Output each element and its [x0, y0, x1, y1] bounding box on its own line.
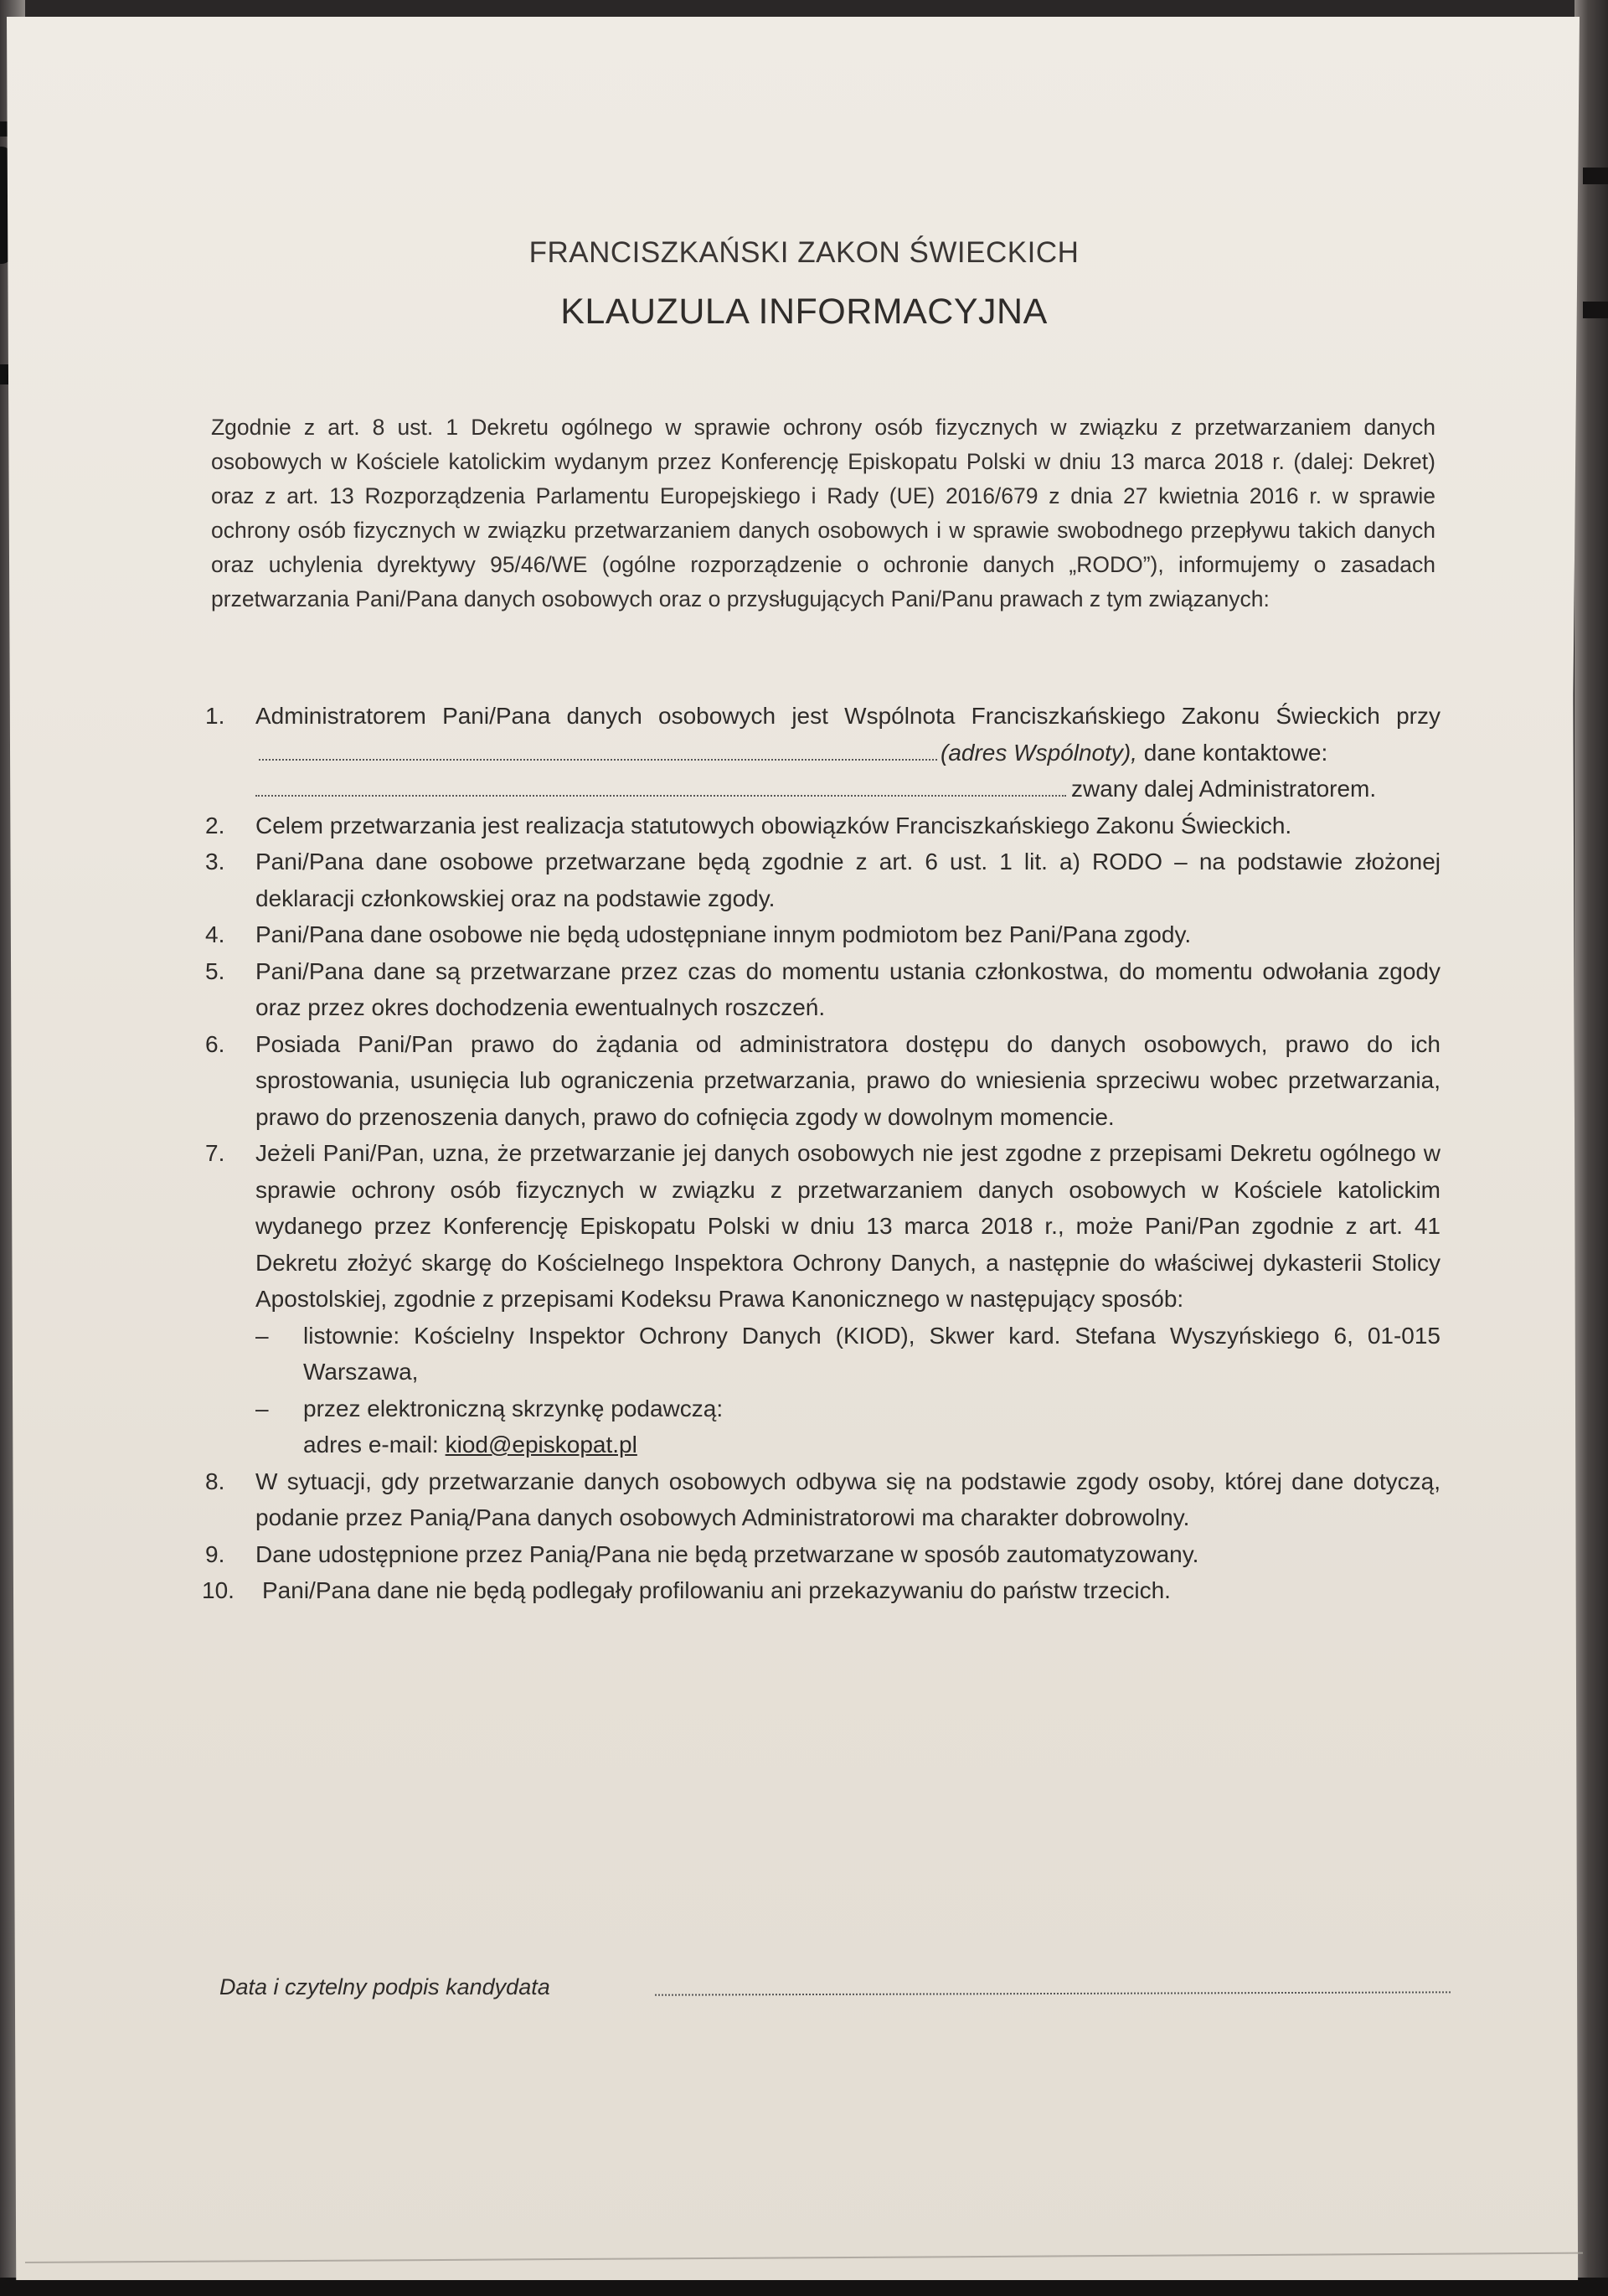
- photo-background-right: [1574, 0, 1608, 2296]
- item-number: 10.: [202, 1577, 234, 1603]
- item-number: 8.: [205, 1468, 225, 1494]
- complaint-method-electronic: [255, 1390, 1440, 1463]
- item-number: 9.: [205, 1540, 225, 1567]
- signature-section: [219, 1974, 1442, 2000]
- complaint-method-postal: [255, 1318, 1440, 1390]
- item-text: Jeżeli Pani/Pan, uzna, że przetwarzanie jej danych osobowych nie jest zgodne z przepisami Dekretu ogólnego w sprawie ochrony osób fizycznych w związku z przetwarzaniem danych osobowych w Kościele katolickim wydanego przez Konferencję Episkopatu Polski w dniu 13 marca 2018 r., może Pani/Pan zgodnie z art. 41 Dekretu złożyć skargę do Kościelnego Inspektora Ochrony Danych, a następnie do właściwej dykasterii Stolicy Apostolskiej, zgodnie z przepisami Kodeksu Prawa Kanonicznego w następujący sposób:: [255, 1140, 1440, 1312]
- item-text: Dane udostępnione przez Panią/Pana nie będą przetwarzane w sposób zautomatyzowany.: [255, 1540, 1199, 1567]
- list-item-2: [205, 807, 1440, 844]
- subitem-text: przez elektroniczną skrzynkę podawczą:: [303, 1395, 724, 1421]
- item-text: W sytuacji, gdy przetwarzanie danych osobowych odbywa się na podstawie zgody osoby, której dane dotyczą, podanie przez Panią/Pana danych osobowych Administratorowi ma charakter dobrowolny.: [255, 1468, 1440, 1530]
- item-text: Pani/Pana dane osobowe nie będą udostępniane innym podmiotom bez Pani/Pana zgody.: [255, 921, 1192, 947]
- subitem-text: listownie: Kościelny Inspektor Ochrony Danych (KIOD), Skwer kard. Stefana Wyszyńskiego 6, 01-015 Warszawa,: [303, 1322, 1440, 1385]
- list-item-3: [205, 844, 1440, 916]
- organization-name: FRANCISZKAŃSKI ZAKON ŚWIECKICH: [528, 236, 1080, 269]
- intro-paragraph: Zgodnie z art. 8 ust. 1 Dekretu ogólnego w sprawie ochrony osób fizycznych w związku z przetwarzaniem danych osobowych w Kościele katolickim wydanym przez Konferencję Episkopatu Polski w dniu 13 marca 2018 r. (dalej: Dekret) oraz z art. 13 Rozporządzenia Parlamentu Europejskiego i Rady (UE) 2016/679 z dnia 27 kwietnia 2016 r. w sprawie ochrony osób fizycznych w związku przetwarzaniem danych osobowych i w sprawie swobodnego przepływu takich danych oraz uchylenia dyrektywy 95/46/WE (ogólne rozporządzenie o ochronie danych „RODO”), informujemy o zasadach przetwarzania Pani/Pana danych osobowych oraz o przysługujących Pani/Panu prawach z tym związanych:: [211, 415, 1435, 611]
- item-number: 4.: [205, 921, 225, 947]
- contact-details-blank[interactable]: [255, 787, 1066, 797]
- list-item-8: [205, 1463, 1440, 1536]
- item-text: Pani/Pana dane są przetwarzane przez czas do momentu ustania członkostwa, do momentu odwołania zgody oraz przez okres dochodzenia ewentualnych roszczeń.: [255, 957, 1440, 1020]
- list-item-7: [205, 1135, 1440, 1463]
- item-text: zwany dalej Administratorem.: [1071, 776, 1377, 802]
- document-title: KLAUZULA INFORMACYJNA: [560, 292, 1048, 332]
- item-text: Pani/Pana dane nie będą podlegały profilowaniu ani przekazywaniu do państw trzecich.: [262, 1577, 1171, 1603]
- list-item-4: [205, 916, 1440, 953]
- signature-label: Data i czytelny podpis kandydata: [219, 1974, 550, 1999]
- item-text: dane kontaktowe:: [1143, 739, 1328, 766]
- dash-bullet: –: [255, 1395, 269, 1421]
- item-text: Pani/Pana dane osobowe przetwarzane będą zgodnie z art. 6 ust. 1 lit. a) RODO – na podstawie złożonej deklaracji członkowskiej oraz na podstawie zgody.: [255, 849, 1440, 911]
- list-item-1: [205, 698, 1440, 807]
- email-label: adres e-mail:: [303, 1432, 439, 1458]
- item-text: Celem przetwarzania jest realizacja statutowych obowiązków Franciszkańskiego Zakonu Świeckich.: [255, 812, 1292, 838]
- item-number: 7.: [205, 1140, 225, 1166]
- list-item-9: [205, 1536, 1440, 1573]
- item-number: 6.: [205, 1030, 225, 1057]
- list-item-6: [205, 1026, 1440, 1136]
- list-item-5: [205, 953, 1440, 1026]
- email-link[interactable]: kiod@episkopat.pl: [445, 1432, 637, 1458]
- dash-bullet: –: [255, 1322, 269, 1349]
- background-object: [1583, 168, 1608, 184]
- item-number: 2.: [205, 812, 225, 838]
- photo-background-bottom: [0, 2278, 1608, 2296]
- complaint-methods-list: [255, 1318, 1440, 1463]
- community-address-hint: (adres Wspólnoty),: [941, 739, 1137, 766]
- item-text: Administratorem Pani/Pana danych osobowych jest Wspólnota Franciszkańskiego Zakonu Świeckich przy: [255, 703, 1440, 729]
- list-item-10: [202, 1572, 1440, 1609]
- item-number: 1.: [205, 703, 225, 729]
- item-number: 3.: [205, 849, 225, 875]
- item-text: Posiada Pani/Pan prawo do żądania od administratora dostępu do danych osobowych, prawo do ich sprostowania, usunięcia lub ograniczenia przetwarzania, prawo do wniesienia sprzeciwu wobec przetwarzania, prawo do przenoszenia danych, prawo do cofnięcia zgody w dowolnym momencie.: [255, 1030, 1440, 1130]
- item-number: 5.: [205, 957, 225, 984]
- numbered-list: [202, 698, 1440, 1609]
- signature-line[interactable]: [655, 1991, 1451, 1995]
- community-address-blank[interactable]: [259, 751, 937, 761]
